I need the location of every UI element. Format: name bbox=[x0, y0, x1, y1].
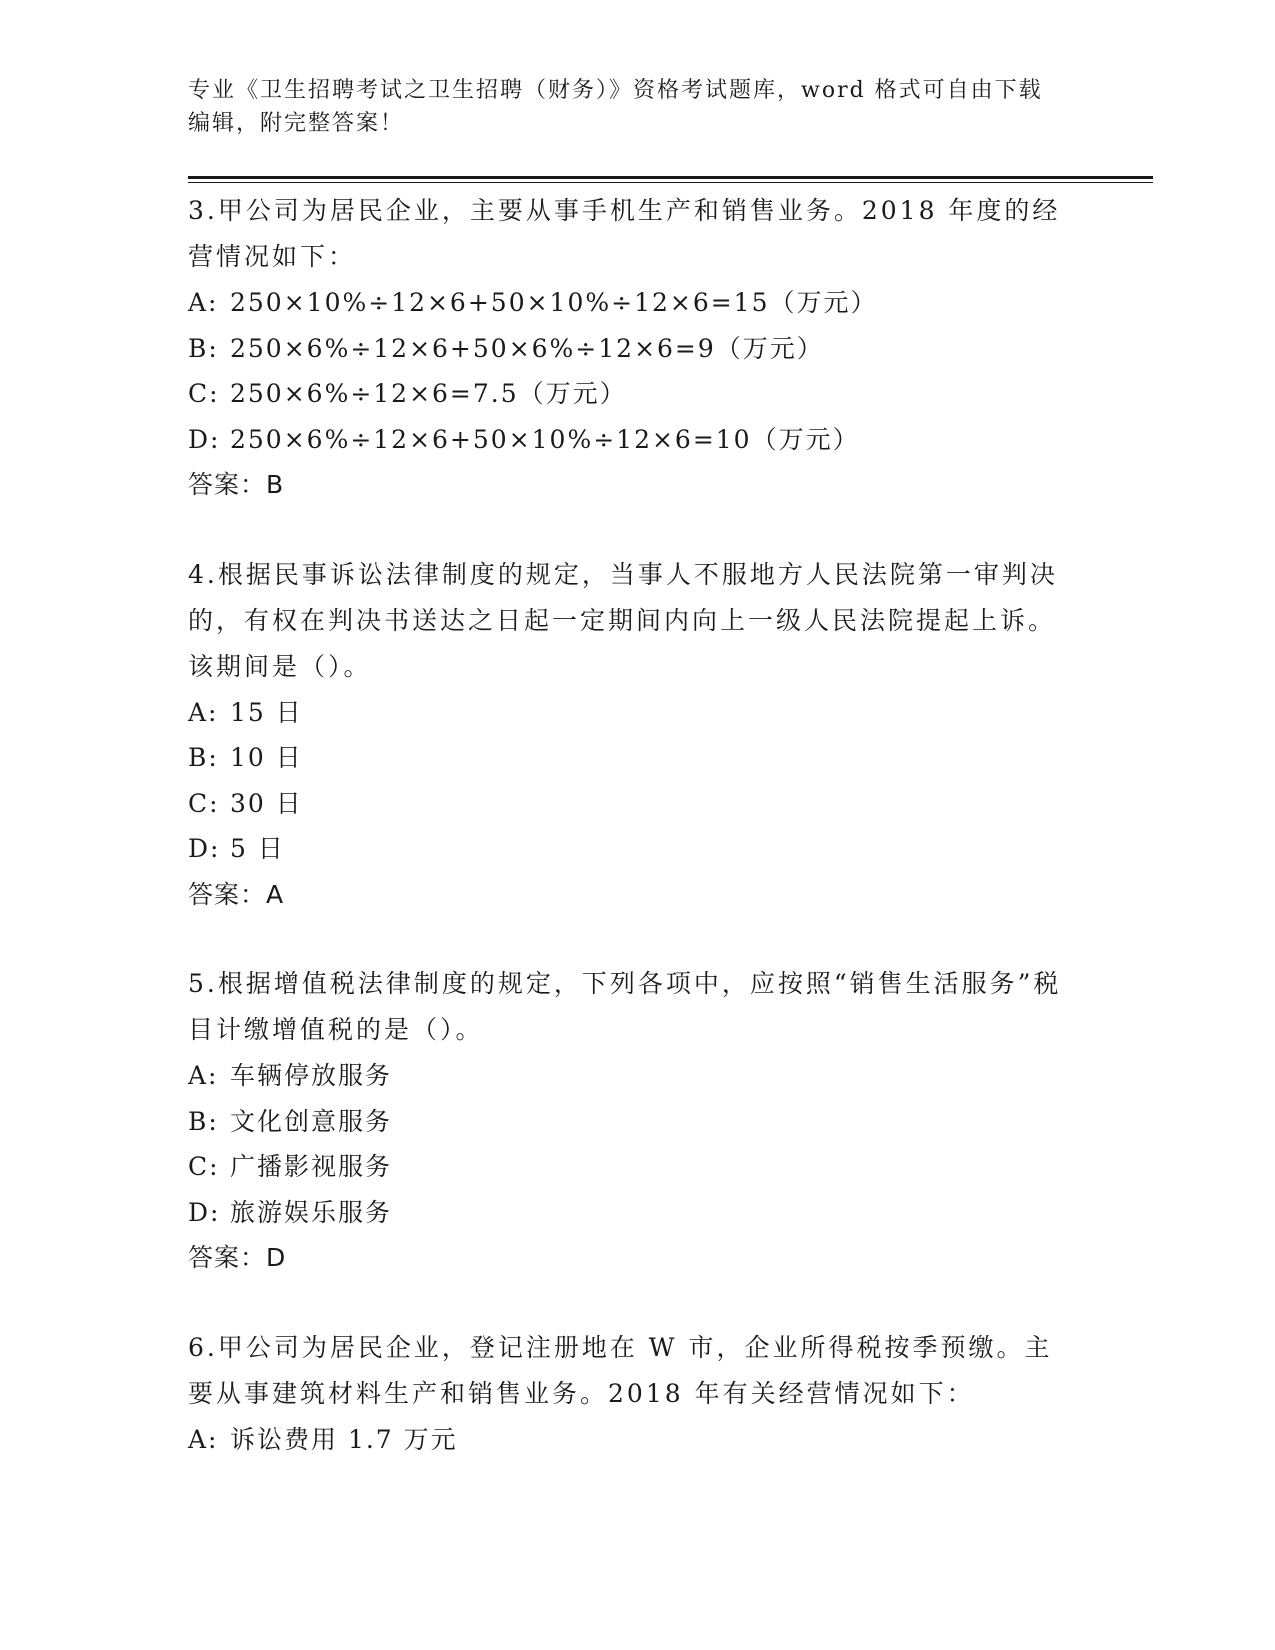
option-b bbox=[188, 326, 1078, 372]
option-key: C: bbox=[188, 1152, 220, 1181]
option-text: 5 日 bbox=[230, 834, 285, 863]
option-c bbox=[188, 371, 1078, 417]
option-text: 文化创意服务 bbox=[230, 1106, 393, 1136]
question-3 bbox=[188, 188, 1078, 508]
option-key: A: bbox=[188, 1061, 219, 1090]
option-d bbox=[188, 417, 1078, 463]
option-key: B: bbox=[188, 743, 219, 772]
option-key: A: bbox=[188, 1424, 219, 1454]
option-b bbox=[188, 735, 1078, 781]
option-key: D: bbox=[188, 424, 221, 454]
header-divider-thin bbox=[188, 182, 1153, 183]
answer-line: 答案：D bbox=[188, 1243, 287, 1272]
option-text: 250×6%÷12×6=7.5（万元） bbox=[230, 379, 627, 408]
question-stem: 6.甲公司为居民企业，登记注册地在 W 市，企业所得税按季预缴。主要从事建筑材料生产和销售业务。2018 年有关经营情况如下： bbox=[188, 1332, 1053, 1408]
option-text: 车辆停放服务 bbox=[230, 1061, 393, 1090]
question-stem: 4.根据民事诉讼法律制度的规定，当事人不服地方人民法院第一审判决的，有权在判决书送达之日起一定期间内向上一级人民法院提起上诉。该期间是（）。 bbox=[188, 559, 1058, 681]
option-key: D: bbox=[188, 834, 221, 863]
option-text: 诉讼费用 1.7 万元 bbox=[230, 1424, 458, 1454]
option-text: 旅游娱乐服务 bbox=[230, 1197, 393, 1227]
answer-line: 答案：B bbox=[188, 470, 285, 499]
option-text: 250×6%÷12×6+50×10%÷12×6=10（万元） bbox=[230, 424, 860, 454]
answer-line: 答案：A bbox=[188, 879, 285, 909]
header-divider-thick bbox=[188, 176, 1153, 179]
header-line-2: 编辑，附完整答案！ bbox=[188, 111, 405, 136]
option-key: B: bbox=[188, 1106, 219, 1136]
question-6 bbox=[188, 1325, 1078, 1463]
question-list bbox=[188, 188, 1078, 1506]
option-d bbox=[188, 1190, 1078, 1236]
option-text: 250×10%÷12×6+50×10%÷12×6=15（万元） bbox=[230, 288, 878, 317]
option-c bbox=[188, 1144, 1078, 1190]
option-key: D: bbox=[188, 1197, 221, 1227]
option-text: 广播影视服务 bbox=[230, 1152, 393, 1181]
option-key: C: bbox=[188, 379, 220, 408]
option-text: 10 日 bbox=[230, 743, 303, 772]
option-a bbox=[188, 280, 1078, 326]
option-key: C: bbox=[188, 788, 220, 818]
option-a bbox=[188, 690, 1078, 736]
option-d bbox=[188, 826, 1078, 872]
question-stem: 3.甲公司为居民企业，主要从事手机生产和销售业务。2018 年度的经营情况如下： bbox=[188, 196, 1061, 271]
option-a bbox=[188, 1053, 1078, 1099]
document-header bbox=[188, 74, 1088, 140]
header-line-1: 专业《卫生招聘考试之卫生招聘（财务）》资格考试题库，word 格式可自由下载 bbox=[188, 78, 1043, 103]
option-text: 30 日 bbox=[230, 788, 303, 818]
option-key: A: bbox=[188, 697, 219, 727]
option-text: 250×6%÷12×6+50×6%÷12×6=9（万元） bbox=[230, 333, 824, 363]
option-a bbox=[188, 1417, 1078, 1463]
option-c bbox=[188, 781, 1078, 827]
option-key: A: bbox=[188, 288, 219, 317]
option-b bbox=[188, 1099, 1078, 1145]
option-key: B: bbox=[188, 333, 219, 363]
question-4 bbox=[188, 552, 1078, 918]
question-5 bbox=[188, 961, 1078, 1281]
option-text: 15 日 bbox=[230, 697, 303, 727]
question-stem: 5.根据增值税法律制度的规定，下列各项中，应按照“销售生活服务”税目计缴增值税的是（）。 bbox=[188, 969, 1062, 1044]
